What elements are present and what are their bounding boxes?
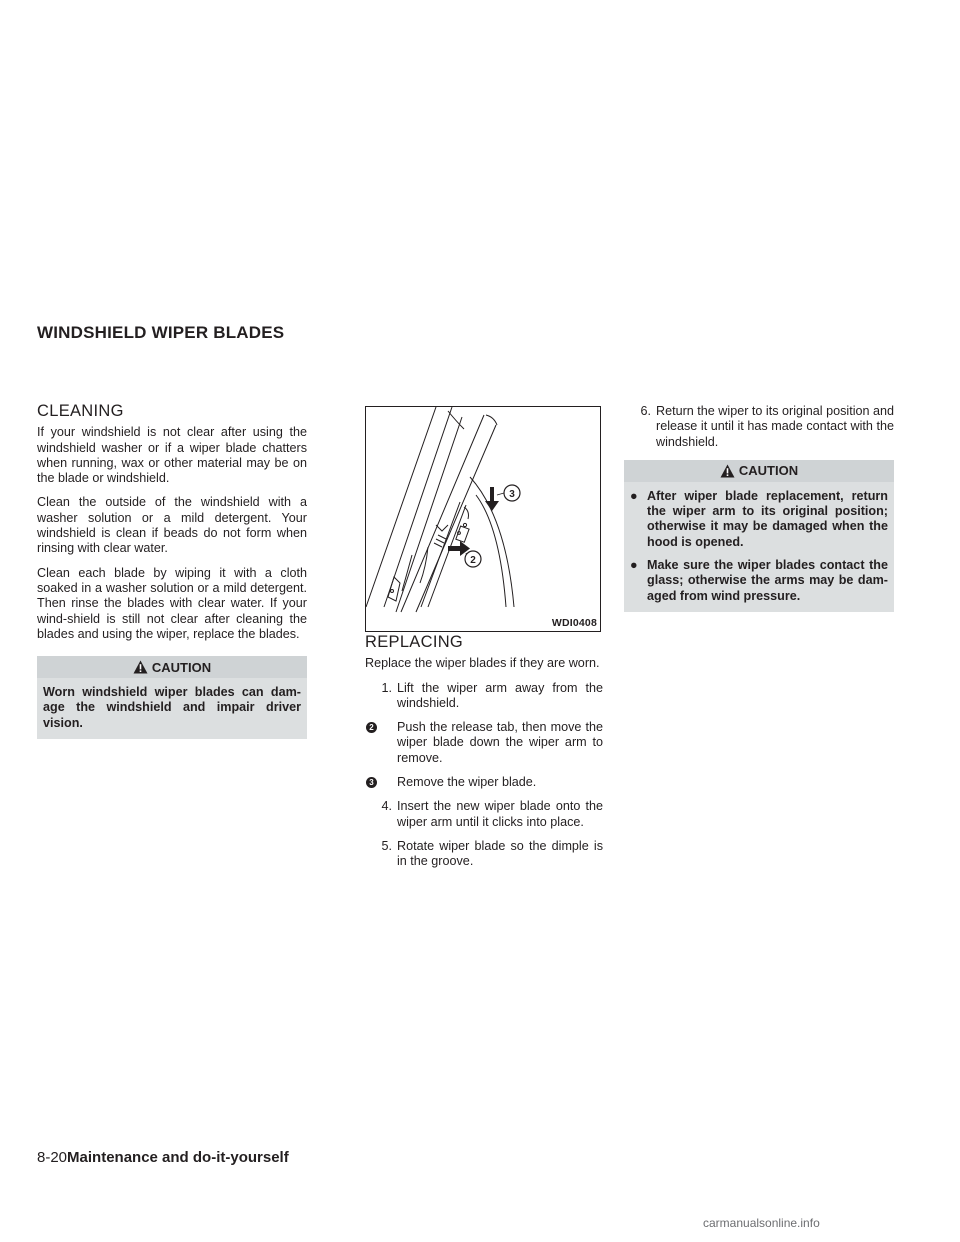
circled-number: 2 (366, 722, 377, 733)
replacing-continued-column (624, 404, 894, 612)
caution-bullet (630, 558, 888, 604)
cleaning-heading: CLEANING (37, 402, 124, 420)
section-title: WINDSHIELD WIPER BLADES (37, 323, 285, 342)
step-item (365, 720, 603, 766)
step-item (365, 775, 603, 790)
warning-triangle-icon (720, 464, 735, 478)
step-item (365, 681, 603, 712)
cleaning-paragraph: If your windshield is not clear after using the windshield washer or if a wiper blade chatters when running, wax or other material may be on the blade or windshield. (37, 425, 307, 486)
step-text: Rotate wiper blade so the dimple is in the groove. (397, 838, 603, 869)
figure-code: WDI0408 (551, 617, 597, 629)
warning-triangle-icon (133, 660, 148, 674)
replacing-column (365, 635, 603, 879)
chapter-title: Maintenance and do-it-yourself (67, 1149, 289, 1166)
caution-label: CAUTION (738, 463, 799, 479)
replacing-heading: REPLACING (365, 633, 464, 651)
step-number (365, 775, 397, 790)
wiper-arm-drawing (366, 407, 600, 631)
step-text: Remove the wiper blade. (397, 775, 537, 790)
step-number (365, 720, 397, 766)
bullet-dot-icon: ● (630, 558, 638, 573)
bullet-dot-icon: ● (630, 488, 638, 503)
caution-bullet (630, 489, 888, 550)
watermark-text: carmanualsonline.info (703, 1216, 820, 1230)
wiper-blade-illustration (365, 406, 601, 632)
circled-number: 3 (366, 777, 377, 788)
page-footer (37, 1149, 289, 1166)
step-number: 6. (640, 404, 651, 418)
step-item (365, 839, 603, 870)
step-text: Insert the new wiper blade onto the wiper arm until it clicks into place. (397, 799, 603, 829)
step-text: Return the wiper to its original position and release it until it has made contact with the windshield. (656, 404, 895, 449)
step-item (624, 404, 894, 450)
caution-header (624, 460, 894, 482)
cleaning-column (37, 404, 307, 739)
replacing-intro: Replace the wiper blades if they are worn. (365, 656, 600, 671)
callout-2: 2 (470, 555, 476, 566)
cleaning-paragraph: Clean each blade by wiping it with a cloth soaked in a washer solution or a mild detergent. Then rinse the blades with clear water. If your wind-shield is still not clear after cleaning the blades and using the wiper, replace the blades. (37, 565, 307, 641)
caution-text: Worn windshield wiper blades can dam-age the windshield and impair driver vision. (43, 685, 301, 730)
callout-3: 3 (509, 489, 515, 500)
step-item (365, 799, 603, 830)
page-number: 8-20 (37, 1149, 68, 1166)
caution-header (37, 656, 307, 678)
caution-bullet-text: After wiper blade replacement, return the wiper arm to its original position; otherwise it may be damaged when the hood is opened. (647, 488, 888, 549)
caution-label: CAUTION (151, 659, 212, 675)
replacing-caution-box (624, 460, 894, 612)
step-text: Push the release tab, then move the wiper blade down the wiper arm to remove. (397, 720, 603, 765)
caution-bullet-text: Make sure the wiper blades contact the glass; otherwise the arms may be dam-aged from wind pressure. (647, 558, 888, 603)
step-number: 5. (381, 838, 392, 853)
step-number: 1. (381, 680, 392, 695)
step-number: 4. (381, 799, 392, 814)
step-text: Lift the wiper arm away from the windshield. (397, 680, 603, 710)
cleaning-paragraph: Clean the outside of the windshield with a washer solution or a mild detergent. Your windshield is clean if beads do not form when rinsing with clear water. (37, 495, 307, 556)
cleaning-caution-box (37, 656, 307, 739)
